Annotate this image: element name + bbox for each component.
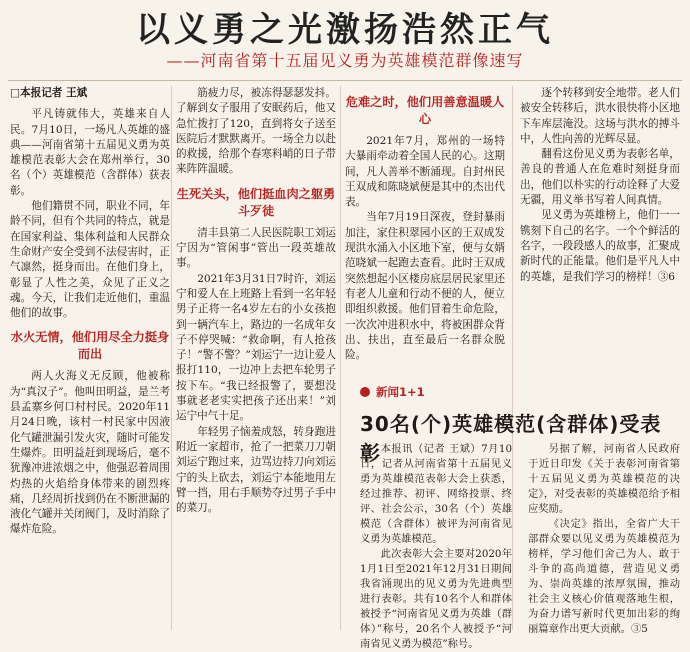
article-column-2: [176, 86, 336, 516]
paragraph: 他们籍贯不同，职业不同，年龄不同，但有个共同的特点，就是在国家利益、集体利益和人民群众生命财产安全受到不法侵害时，正气凛然，挺身而出。在他们身上，彰显了人性之美，众见了正义之魂。今天，让我们走近他们，重温他们的故事。: [10, 200, 170, 320]
article-column-4: [520, 86, 680, 285]
red-dot-icon: [360, 387, 370, 397]
news-title: 30名(个)英雄模范(含群体)受表彰: [360, 412, 662, 465]
paragraph: 本报讯（记者 王斌）7月10日，记者从河南省第十五届见义勇为英雄模范表彰大会上获悉，经过推荐、初评、网络投票、终评、社会公示，30名（个）英雄模范（含群体）被评为河南省见义勇为英雄模范。: [360, 443, 512, 545]
paragraph: 翻看这份见义勇为表彰名单，善良的普通人在危难时刻挺身而出，他们以朴实的行动诠释了大爱无疆，用义举书写着人间真情。: [520, 148, 680, 207]
paragraph: 逐个转移到安全地带。老人们被安全转移后，洪水很快将小区地下车库层淹没。这场与洪水的搏斗中，人性向善的光辉尽显。: [520, 87, 680, 145]
section-heading: 生死关头，他们挺血肉之躯勇斗歹徒: [176, 186, 336, 218]
paragraph: 见义勇为英雄榜上，他们一一镌刻下自己的名字。一个个鲜活的名字，一段段感人的故事，汇聚成新时代的正能量。他们是平凡人中的英雄，是我们学习的榜样！③6: [520, 209, 680, 283]
article-column-3: [345, 86, 505, 363]
byline: □本报记者 王斌: [10, 87, 88, 99]
paragraph: 此次表彰大会主要对2020年1月1日至2021年12月31日期间我省涌现出的见义勇为先进典型进行表彰。共有10名个人和群体被授予“河南省见义勇为英雄（群体）”称号，20名个人被授予“河南省见义勇为模范”称号。: [360, 548, 512, 650]
paragraph: 年轻男子恼羞成怒，转身跑进附近一家超市，抢了一把菜刀刀朝刘运宁跑过来，边骂边持刀向刘运宁的头上砍去，刘运宁本能地用左臂一挡，用右手顺势夺过男子手中的菜刀。: [176, 425, 336, 515]
article-title: 以义勇之光激扬浩然正气: [136, 10, 554, 50]
paragraph: 两人火海义无反顾，他被称为“真汉子”。他叫田明益，是兰考县孟寨乡何口村村民。2020年11月24日晚，该村一村民家中因液化气罐泄漏引发火灾，随时可能发生爆炸。田明益赶到现场后，毫不犹豫冲进浓烟之中，他强忍着周围灼热的火焰给身体带来的剧烈疼痛，几经周折找到仍在不断泄漏的液化气罐并关闭阀门，及时消除了爆炸危险。: [10, 370, 170, 536]
news-left-column: [360, 442, 512, 652]
article-column-1: [10, 86, 170, 538]
paragraph: 2021年7月，郑州的一场特大暴雨牵动着全国人民的心。这期间，凡人善举不断涌现。自封州民王双成和陈晓斌便是其中的杰出代表。: [345, 135, 505, 209]
news-body: [360, 442, 680, 652]
section-heading: 危难之时，他们用善意温暖人心: [345, 95, 505, 126]
news-right-column: [528, 442, 680, 652]
paragraph: 清丰县第二人民医院职工刘运宁因为“管闲事”管出一段英雄故事。: [176, 226, 336, 270]
column-divider: [340, 86, 341, 630]
section-heading: 水火无情，他们用尽全力挺身而出: [10, 330, 170, 362]
article-subtitle: ——河南省第十五届见义勇为英雄模范群像速写: [166, 51, 524, 70]
paragraph: 另据了解，河南省人民政府于近日印发《关于表彰河南省第十五届见义勇为英雄模范的决定》，对受表彰的英雄模范给予相应奖励。: [528, 443, 680, 515]
paragraph: 筋疲力尽，被冻得瑟瑟发抖。了解到女子服用了安眠药后，他又急忙拨打了120，直到将女子送至医院后才默默离开。一场全力以赴的救援，给那个春寒料峭的日子带来阵阵温暖。: [176, 87, 336, 176]
title-divider: [8, 80, 682, 81]
column-divider: [171, 86, 172, 630]
news-tag: [360, 384, 680, 400]
paragraph: 当年7月19日深夜，登封暴雨加注，家住积翠园小区的王双成发现洪水涌入小区地下室，便与女婿范晓斌一起跑去查看。此时王双成突然想起小区楼房底层居民家里还有老人儿童和行动不便的人，便立即组织救援。他们冒着生命危险，一次次冲进积水中，将被困群众背出、扶出，直至最后一名群众脱险。: [345, 211, 505, 362]
paragraph: 《决定》指出，全省广大干部群众要以见义勇为英雄模范为榜样，学习他们舍己为人、敢于斗争的高尚道德，营造见义勇为、崇尚英雄的浓厚氛围，推动社会主义核心价值观落地生根，为奋力谱写新时代更加出彩的绚丽篇章作出更大贡献。③5: [528, 518, 680, 635]
paragraph: 平凡铸就伟大，英雄来自人民。7月10日，一场凡人英雄的盛典——河南省第十五届见义勇为英雄模范表彰大会在郑州举行，30名（个）英雄模范（含群体）获表彰。: [10, 108, 170, 197]
paragraph: 2021年3月31日7时许，刘运宁和爱人在上班路上看到一名年轻男子正将一名4岁左右的小女孩抱到一辆汽车上，路边的一名成年女子不停哭喊：“救命啊，有人抢孩子！”警不警？”刘运宁一边让爱人报打110，一边冲上去把车轮男子按下车。“我已经报警了，要想没事就老老实实把孩子还出来！”刘运宁中气十足。: [176, 272, 336, 423]
news-tag-label: 新闻1+1: [376, 385, 425, 399]
